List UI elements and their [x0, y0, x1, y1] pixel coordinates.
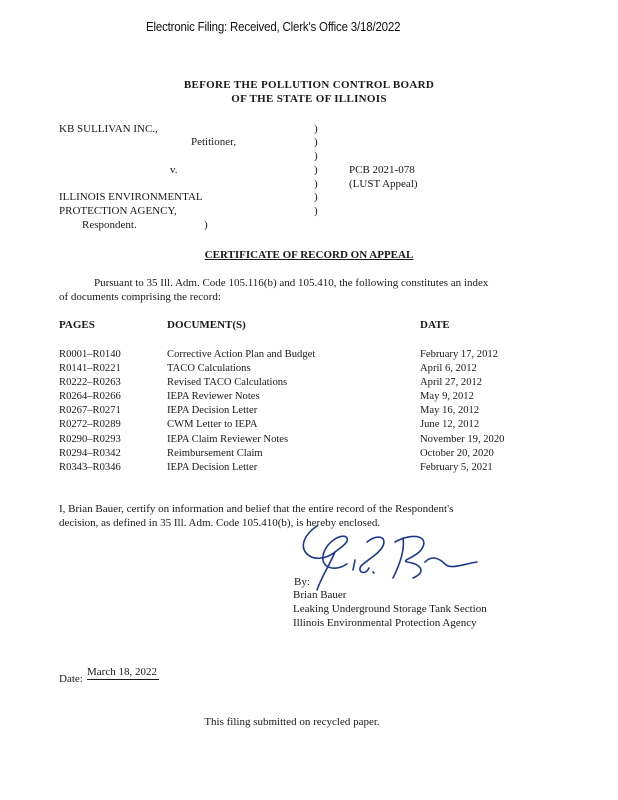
row-document: IEPA Decision Letter [167, 461, 258, 473]
row-date: April 6, 2012 [420, 363, 477, 375]
case-type: (LUST Appeal) [349, 178, 418, 190]
row-document: IEPA Claim Reviewer Notes [167, 433, 289, 445]
row-date: October 20, 2020 [420, 447, 494, 459]
caption-paren: ) [314, 123, 318, 135]
caption-paren: ) [314, 191, 318, 203]
caption-paren: ) [314, 178, 318, 190]
row-document: Revised TACO Calculations [167, 377, 288, 389]
caption-paren: ) [314, 136, 318, 148]
row-document: Corrective Action Plan and Budget [167, 349, 316, 360]
row-date: April 27, 2012 [420, 377, 483, 389]
table-row [59, 376, 504, 390]
row-pages: R0272–R0289 [59, 419, 121, 431]
header-date: DATE [420, 319, 450, 331]
certification-line2: decision, as defined in 35 Ill. Adm. Code 105.410(b), is hereby enclosed. [59, 517, 381, 529]
versus: v. [170, 164, 178, 176]
caption-paren: ) [314, 205, 318, 217]
header-documents: DOCUMENT(S) [167, 319, 246, 331]
row-pages: R0294–R0342 [59, 447, 121, 459]
row-document: Reimbursement Claim [167, 447, 263, 459]
table-row [59, 461, 504, 475]
by-label: By: [294, 576, 310, 588]
petitioner-role: Petitioner, [191, 136, 237, 148]
signer-section: Leaking Underground Storage Tank Section [293, 603, 487, 615]
row-date: November 19, 2020 [420, 433, 505, 445]
case-number: PCB 2021-078 [349, 164, 415, 176]
row-date: February 5, 2021 [420, 461, 493, 473]
row-date: June 12, 2012 [420, 419, 480, 431]
caption-paren: ) [314, 164, 318, 176]
respondent-role: Respondent. [82, 219, 137, 231]
table-row [59, 404, 504, 418]
table-row [59, 362, 504, 376]
caption-paren: ) [204, 219, 208, 231]
row-date: May 16, 2012 [420, 405, 480, 417]
signer-agency: Illinois Environmental Protection Agency [293, 617, 477, 629]
row-pages: R0343–R0346 [59, 461, 121, 473]
row-document: IEPA Reviewer Notes [167, 391, 260, 403]
header-pages: PAGES [59, 319, 95, 331]
table-row [59, 418, 504, 432]
row-pages: R0141–R0221 [59, 363, 121, 375]
date-value: March 18, 2022 [87, 666, 157, 678]
caption-paren: ) [314, 150, 318, 162]
filing-stamp: Electronic Filing: Received, Clerk's Office 3/18/2022 [146, 20, 401, 34]
footer-note: This filing submitted on recycled paper. [204, 716, 380, 728]
row-pages: R0222–R0263 [59, 377, 121, 389]
row-document: CWM Letter to IEPA [167, 419, 258, 431]
row-pages: R0267–R0271 [59, 405, 121, 417]
table-row [59, 348, 504, 362]
row-pages: R0264–R0266 [59, 391, 121, 403]
board-heading-line1: BEFORE THE POLLUTION CONTROL BOARD [183, 79, 435, 91]
row-date: May 9, 2012 [420, 391, 474, 403]
intro-text-line2: of documents comprising the record: [59, 291, 221, 303]
row-date: February 17, 2012 [420, 349, 498, 360]
certification-line1: I, Brian Bauer, certify on information and belief that the entire record of the Respondent's [59, 503, 454, 515]
row-pages: R0001–R0140 [59, 349, 121, 360]
respondent-line1: ILLINOIS ENVIRONMENTAL [59, 191, 203, 203]
record-index-table [59, 348, 504, 475]
certificate-title: CERTIFICATE OF RECORD ON APPEAL [204, 249, 414, 261]
respondent-line2: PROTECTION AGENCY, [59, 205, 177, 217]
date-label: Date: [59, 673, 83, 685]
intro-text-line1: Pursuant to 35 Ill. Adm. Code 105.116(b) and 105.410, the following constitutes an index [94, 277, 489, 289]
table-row [59, 433, 504, 447]
table-row [59, 390, 504, 404]
signer-name: Brian Bauer [293, 589, 347, 601]
petitioner-name: KB SULLIVAN INC., [59, 123, 158, 135]
row-pages: R0290–R0293 [59, 433, 121, 445]
table-row [59, 447, 504, 461]
row-document: IEPA Decision Letter [167, 405, 258, 417]
row-document: TACO Calculations [167, 363, 251, 375]
board-heading-line2: OF THE STATE OF ILLINOIS [231, 93, 387, 105]
handwritten-signature [295, 520, 485, 600]
